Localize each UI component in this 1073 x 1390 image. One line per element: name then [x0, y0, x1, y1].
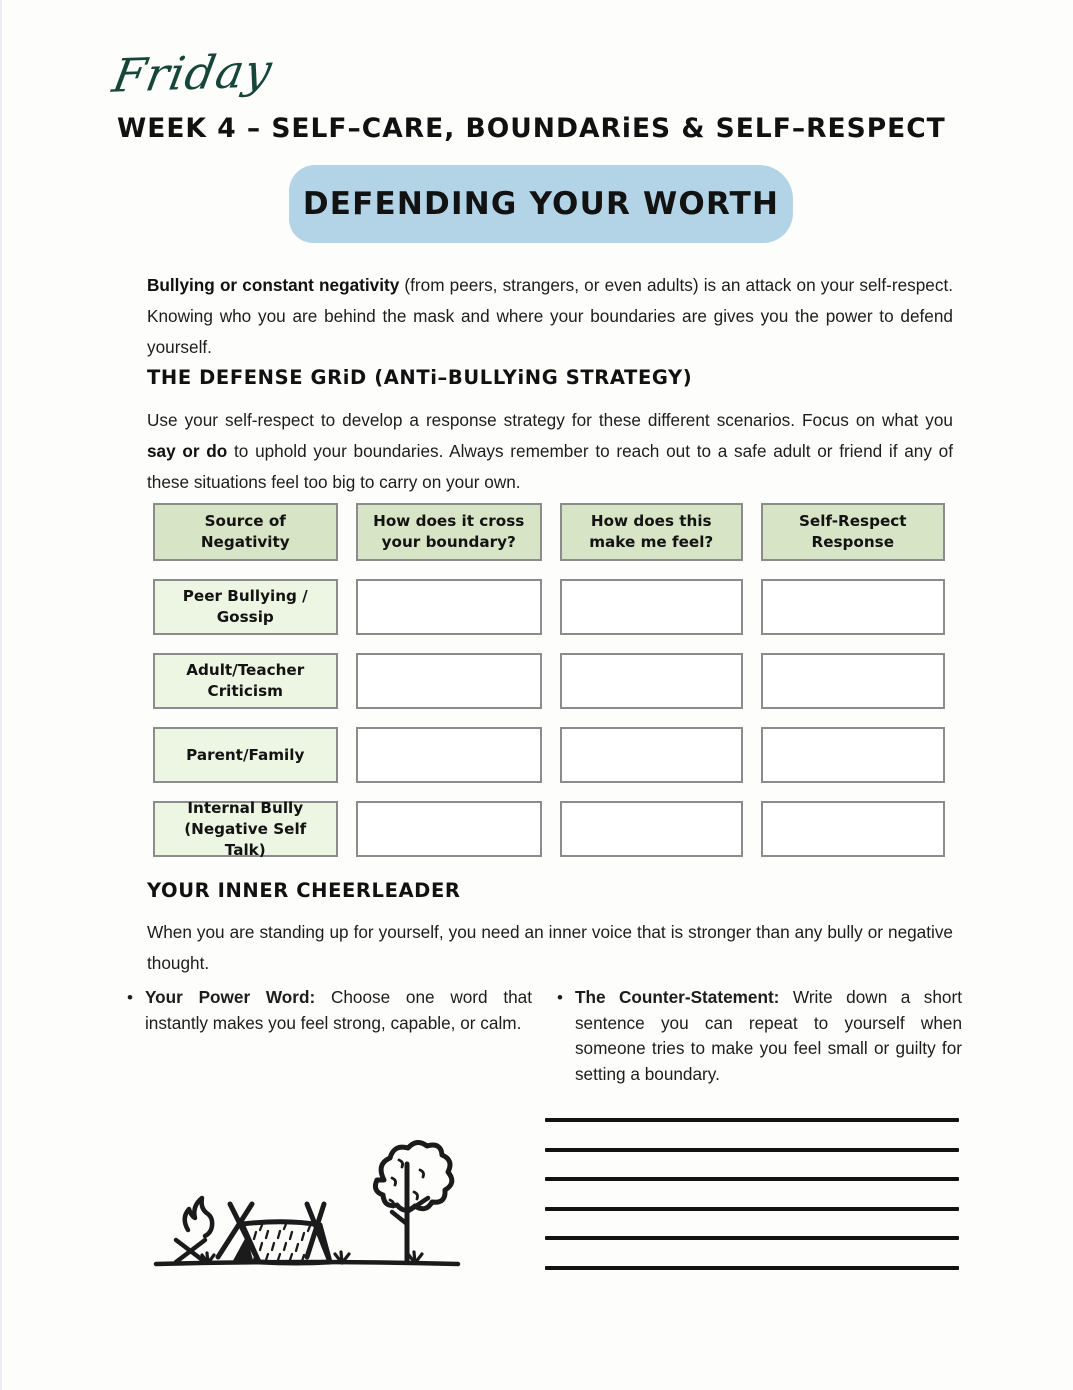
intro-bold-lead: Bullying or constant negativity: [147, 275, 400, 295]
week-subtitle: WEEK 4 – SELF–CARE, BOUNDARiES & SELF–RESPECT: [117, 113, 946, 144]
writing-line[interactable]: [545, 1177, 959, 1181]
title-banner: [289, 165, 793, 243]
answer-field-response-2[interactable]: [761, 653, 946, 709]
column-header-source: Source of Negativity: [153, 503, 338, 561]
defense-grid-table: [153, 503, 945, 875]
answer-field-boundary-2[interactable]: [356, 653, 542, 709]
bullet-text: [145, 985, 532, 1036]
row-label-peer-bullying: Peer Bullying / Gossip: [153, 579, 338, 635]
defense-grid-heading: THE DEFENSE GRiD (ANTi–BULLYiNG STRATEGY): [147, 366, 693, 389]
writing-lines-area[interactable]: [545, 1118, 959, 1295]
row-label-adult-teacher: Adult/Teacher Criticism: [153, 653, 338, 709]
answer-field-boundary-3[interactable]: [356, 727, 542, 783]
answer-field-feeling-1[interactable]: [560, 579, 743, 635]
list-item: [127, 985, 532, 1036]
table-row: [153, 653, 945, 709]
tent-icon: [218, 1204, 330, 1263]
camping-scene-illustration: [152, 1112, 462, 1297]
instructions-part2: to uphold your boundaries. Always remember to reach out to a safe adult or friend if any of these situations feel too big to carry on your own.: [147, 441, 953, 492]
list-item: [557, 985, 962, 1087]
answer-field-boundary-1[interactable]: [356, 579, 542, 635]
column-header-feeling: How does this make me feel?: [560, 503, 743, 561]
bullet-column-right: [557, 985, 962, 1087]
bullet-dot-icon: •: [557, 988, 563, 1007]
answer-field-feeling-4[interactable]: [560, 801, 743, 857]
inner-cheerleader-heading: YOUR INNER CHEERLEADER: [147, 879, 461, 902]
bullet-label: Your Power Word:: [144, 987, 316, 1007]
bullet-dot-icon: •: [127, 988, 133, 1007]
column-header-response: Self-Respect Response: [761, 503, 946, 561]
table-row: [153, 727, 945, 783]
writing-line[interactable]: [545, 1236, 959, 1240]
bullet-body: Choose one word that instantly makes you feel strong, capable, or calm.: [144, 987, 532, 1033]
intro-rest: (from peers, strangers, or even adults) is an attack on your self-respect. Knowing who you are behind the mask and where your boundaries are gives you the power to defend yourself.: [147, 275, 953, 357]
bullet-label: The Counter-Statement:: [574, 987, 780, 1007]
answer-field-response-3[interactable]: [761, 727, 946, 783]
instructions-bold: say or do: [147, 441, 228, 461]
instructions-part1: Use your self-respect to develop a response strategy for these different scenarios. Focus on what you: [147, 410, 953, 430]
answer-field-feeling-2[interactable]: [560, 653, 743, 709]
day-script-label: Friday: [108, 43, 277, 103]
bullet-column-left: [127, 985, 532, 1087]
page-title: DEFENDING YOUR WORTH: [302, 186, 780, 222]
table-header-row: [153, 503, 945, 561]
defense-grid-instructions: [147, 405, 953, 498]
cheerleader-bullets: [127, 985, 967, 1087]
row-label-internal-bully: Internal Bully (Negative Self Talk): [153, 801, 338, 857]
writing-line[interactable]: [545, 1148, 959, 1152]
intro-paragraph: [147, 270, 953, 363]
answer-field-feeling-3[interactable]: [560, 727, 743, 783]
writing-line[interactable]: [545, 1207, 959, 1211]
answer-field-response-1[interactable]: [761, 579, 946, 635]
table-row: [153, 798, 945, 859]
tree-icon: [375, 1142, 451, 1262]
writing-line[interactable]: [545, 1266, 959, 1270]
row-label-parent-family: Parent/Family: [153, 727, 338, 783]
bullet-text: [575, 985, 962, 1087]
writing-line[interactable]: [545, 1118, 959, 1122]
table-row: [153, 579, 945, 635]
inner-cheerleader-intro: When you are standing up for yourself, you need an inner voice that is stronger than any bully or negative thought.: [147, 922, 953, 973]
bullet-body: Write down a short sentence you can repeat to yourself when someone tries to make you feel small or guilty for setting a boundary.: [574, 987, 962, 1084]
answer-field-response-4[interactable]: [761, 801, 946, 857]
column-header-boundary: How does it cross your boundary?: [356, 503, 542, 561]
answer-field-boundary-4[interactable]: [356, 801, 542, 857]
